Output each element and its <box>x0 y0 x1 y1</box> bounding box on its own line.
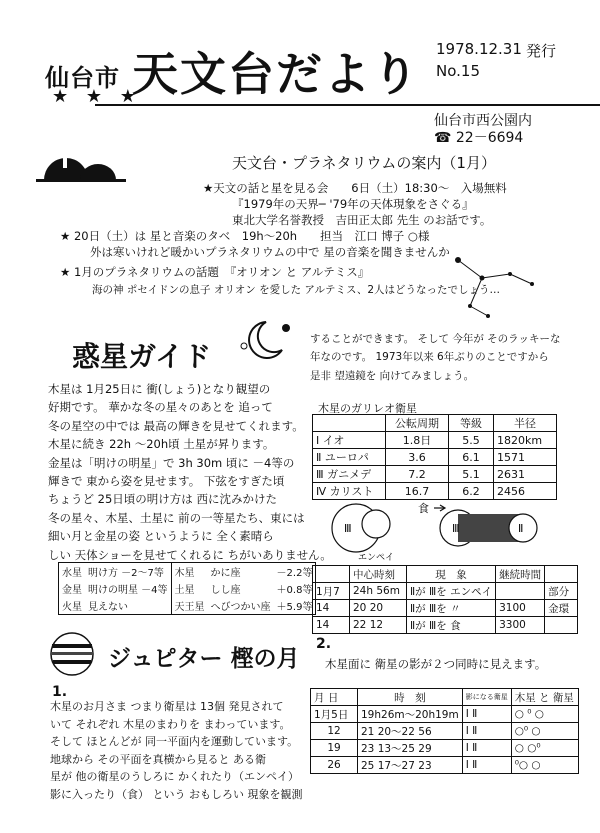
issue-date: 1978.12.31 <box>436 40 522 58</box>
masthead-rule <box>95 104 600 106</box>
table-cell: 見えない <box>85 597 171 615</box>
planet-guide-line: 冬の星空の中では 最高の輝きを見せてくれます。 <box>48 418 304 433</box>
table-cell: 23 13～25 29 <box>358 740 463 757</box>
table-header: 継続時間 <box>496 566 545 583</box>
notice-line-1: ★天文の話と星を見る会 6日（土）18:30～ 入場無料 <box>203 181 507 195</box>
table-header <box>545 566 578 583</box>
table-cell: ○ ⁰ ○ <box>511 706 578 723</box>
table-row <box>311 706 579 723</box>
table-cell: 5.5 <box>449 432 494 449</box>
table-cell: 25 17～27 23 <box>358 757 463 774</box>
issued-label: 発行 <box>526 42 557 60</box>
table-cell: ○ ○⁰ <box>511 740 578 757</box>
table-cell: 14 <box>313 617 350 634</box>
masthead-title: 天文台だより <box>132 47 420 101</box>
planet-guide-line: 輝きで 東から姿を見せます。 下弦をすぎた頃 <box>48 474 285 489</box>
constellation-icon <box>440 248 550 328</box>
table-cell: 明け方 －2～7等 <box>85 563 171 581</box>
table-cell: 16.7 <box>386 483 449 500</box>
table-header <box>313 415 386 432</box>
diagram-label-iii: Ⅲ <box>344 522 352 535</box>
table-cell: Ⅰ イオ <box>313 432 386 449</box>
occultation-eclipse-diagram <box>318 498 548 564</box>
table-cell: Ⅰ Ⅱ <box>462 757 511 774</box>
diagram-label-ii: Ⅱ <box>518 522 524 535</box>
table-cell: Ⅱが Ⅲを 〃 <box>407 600 496 617</box>
jupiter-line: 地球から その平面を真横から見ると ある衛 <box>50 752 266 766</box>
table-cell: 土星 <box>174 585 195 596</box>
table-cell: －2.2等 <box>276 568 313 579</box>
jupiter-line: 木星のお月さま つまり衛星は 13個 発見されて <box>50 700 284 713</box>
table-cell: へびつかい座 <box>210 602 271 613</box>
table-header: 中心時刻 <box>350 566 407 583</box>
table-cell <box>545 617 578 634</box>
table-cell: 3100 <box>496 600 545 617</box>
jupiter-line: 星が 他の衛星のうしろに かくれたり（エンペイ） <box>50 770 299 783</box>
table-cell: 20 20 <box>350 600 407 617</box>
table-header-row <box>313 415 557 432</box>
planet-guide-line: ちょうど 25日頃の明け方は 西に沈みかけた <box>48 492 277 507</box>
table-cell: 天王星 <box>174 602 205 613</box>
table-cell: 6.2 <box>449 483 494 500</box>
galilean-satellite-table <box>312 414 557 500</box>
table-cell: 6.1 <box>449 449 494 466</box>
right-col-line: 是非 望遠鏡を 向けてみましょう。 <box>310 369 475 382</box>
table-cell: 木星 <box>174 568 195 579</box>
table-row <box>59 597 316 615</box>
jupiter-line: 影に入ったり（食） という おもしろい 現象を観測 <box>50 787 303 801</box>
table-row <box>313 483 557 500</box>
table-row <box>313 466 557 483</box>
table-cell: 部分 <box>545 583 578 600</box>
notice-line-3: 東北大学名誉教授 吉田正太郎 先生 のお話です。 <box>232 213 492 227</box>
planet-guide-line: 冬の星々、木星、土星に 前の一等星たち、東には <box>48 510 305 525</box>
table-cell: Ⅱ ユーロパ <box>313 449 386 466</box>
table-row <box>313 600 578 617</box>
table-header: 等級 <box>449 415 494 432</box>
diagram-label-iii-b: Ⅲ <box>452 522 460 535</box>
table-cell: ⁰○ ○ <box>511 757 578 774</box>
table-cell: 26 <box>311 757 358 774</box>
table-header: 影になる衛星 <box>462 689 511 706</box>
right-col-line: することができます。 そして 今年が そのラッキーな <box>310 333 561 345</box>
publisher-address: 仙台市西公園内 <box>434 113 532 129</box>
table-row <box>311 740 579 757</box>
planet-guide-line: 細い月と金星の姿 というように 全く素晴ら <box>48 529 274 544</box>
table-row <box>311 723 579 740</box>
issue-number: No.15 <box>436 62 480 80</box>
table-cell: しし座 <box>210 585 241 596</box>
section-2-text: 木星面に 衛星の影が２つ同時に見えます。 <box>325 657 547 671</box>
table-header-row <box>313 566 578 583</box>
table-cell: 1820km <box>494 432 557 449</box>
table-cell: Ⅰ Ⅱ <box>462 706 511 723</box>
table-cell: かに座 <box>210 568 241 579</box>
diagram-label-emp: エンペイ <box>358 553 395 563</box>
table-cell: 12 <box>311 723 358 740</box>
notice-line-2: 『1979年の天界─ '79年の天体現象をさぐる』 <box>232 197 474 211</box>
right-col-line: 年なのです。 1973年以来 6年ぶりのことですから <box>310 351 549 364</box>
table-header: 月 日 <box>311 689 358 706</box>
table-cell: Ⅰ Ⅱ <box>462 723 511 740</box>
notice-heading: 天文台・プラネタリウムの案内（1月） <box>232 154 496 172</box>
moon-icon <box>236 318 296 363</box>
planet-guide-line: しい 天体ショーを見せてくれるに ちがいありません。 <box>48 547 332 562</box>
table-header: 半径 <box>494 415 557 432</box>
table-cell: 明けの明星 －4等 <box>85 580 171 597</box>
planet-guide-text <box>48 380 332 564</box>
table-cell: 1月7 <box>313 583 350 600</box>
table-cell: 1571 <box>494 449 557 466</box>
table-cell: 3.6 <box>386 449 449 466</box>
table-header: 時 刻 <box>358 689 463 706</box>
table-cell: ○⁰ ○ <box>511 723 578 740</box>
notice-line-4: ★ 20日（土）は 星と音楽のタベ 19h～20h 担当 江口 博子 ○様 <box>60 229 430 243</box>
table-cell: Ⅳ カリスト <box>313 483 386 500</box>
table-cell: 金環 <box>545 600 578 617</box>
notice-line-6: ★ 1月のプラネタリウムの話題 『オリオン と アルテミス』 <box>60 265 370 279</box>
table-cell: 24h 56m <box>350 583 407 600</box>
table-cell: 21 20～22 56 <box>358 723 463 740</box>
table-header: 公転周期 <box>386 415 449 432</box>
planet-guide-line: 木星に続き 22h ～20h頃 土星が昇ります。 <box>48 437 275 452</box>
table-row <box>311 757 579 774</box>
table-cell: 3300 <box>496 617 545 634</box>
table-cell: 19h26m～20h19m <box>358 706 463 723</box>
publisher-phone: ☎ 22－6694 <box>434 130 524 146</box>
jupiter-line: そして ほとんどが 同一平面内を運動しています。 <box>50 735 299 748</box>
masthead-city: 仙台市 <box>45 64 120 92</box>
notice-line-5: 外は寒いけれど暖かいプラネタリウムの中で 星の音楽を聞きませんか <box>90 245 450 259</box>
table-cell: 2456 <box>494 483 557 500</box>
jupiter-section-title: ジュピター 樫の月 <box>108 646 300 672</box>
table-cell: 19 <box>311 740 358 757</box>
table-header-row <box>311 689 579 706</box>
planet-guide-line: 好期です。 華かな冬の星々のあとを 追って <box>48 400 273 415</box>
table-row <box>313 617 578 634</box>
table-cell: Ⅰ Ⅱ <box>462 740 511 757</box>
planet-guide-title: 惑星ガイド <box>72 340 212 373</box>
table-cell: Ⅱが Ⅲを エンペイ <box>407 583 496 600</box>
table-cell: 水星 <box>62 568 82 579</box>
table-header: 現 象 <box>407 566 496 583</box>
right-col-text <box>310 330 560 385</box>
planet-guide-line: 木星は 1月25日に 衝(しょう)となり観望の <box>48 382 271 396</box>
table-cell: 22 12 <box>350 617 407 634</box>
table-header: 木星 と 衛星 <box>511 689 578 706</box>
table-cell: 14 <box>313 600 350 617</box>
jupiter-line: いて それぞれ 木星のまわりを まわっています。 <box>50 717 291 731</box>
table-cell: Ⅱが Ⅲを 食 <box>407 617 496 634</box>
shadow-transit-table <box>310 688 579 774</box>
table-row <box>313 583 578 600</box>
table-cell: 2631 <box>494 466 557 483</box>
jupiter-planet-icon <box>48 630 96 678</box>
table-cell: 1.8日 <box>386 432 449 449</box>
planet-visibility-table <box>58 562 316 615</box>
table-row <box>313 449 557 466</box>
table-cell: ＋0.8等 <box>276 585 313 596</box>
table-row <box>313 432 557 449</box>
table-cell <box>496 583 545 600</box>
table-cell: Ⅲ ガニメデ <box>313 466 386 483</box>
section-1-number: 1. <box>52 684 68 700</box>
table-cell: 7.2 <box>386 466 449 483</box>
notice-line-7: 海の神 ポセイドンの息子 オリオン を愛した アルテミス、2人はどうなったでしょう… <box>92 284 501 296</box>
table-cell: 火星 <box>62 602 82 613</box>
table-cell: 1月5日 <box>311 706 358 723</box>
satellite-table-caption: 木星のガリレオ衛星 <box>318 402 417 415</box>
table-cell: 5.1 <box>449 466 494 483</box>
diagram-label-shoku: 食 <box>418 502 429 515</box>
masthead-stars: ★ ★ ★ <box>52 86 142 107</box>
mutual-events-table <box>312 565 578 634</box>
table-cell: ＋5.9等 <box>276 602 313 613</box>
planet-guide-line: 金星は「明けの明星」で 3h 30m 頃に －4等の <box>48 455 295 470</box>
observatory-dome-icon <box>36 140 126 185</box>
jupiter-text <box>50 698 303 803</box>
table-row <box>59 563 316 581</box>
section-2-number: 2. <box>316 636 332 652</box>
table-header <box>313 566 350 583</box>
table-row <box>59 580 316 597</box>
table-cell: 金星 <box>62 585 82 596</box>
